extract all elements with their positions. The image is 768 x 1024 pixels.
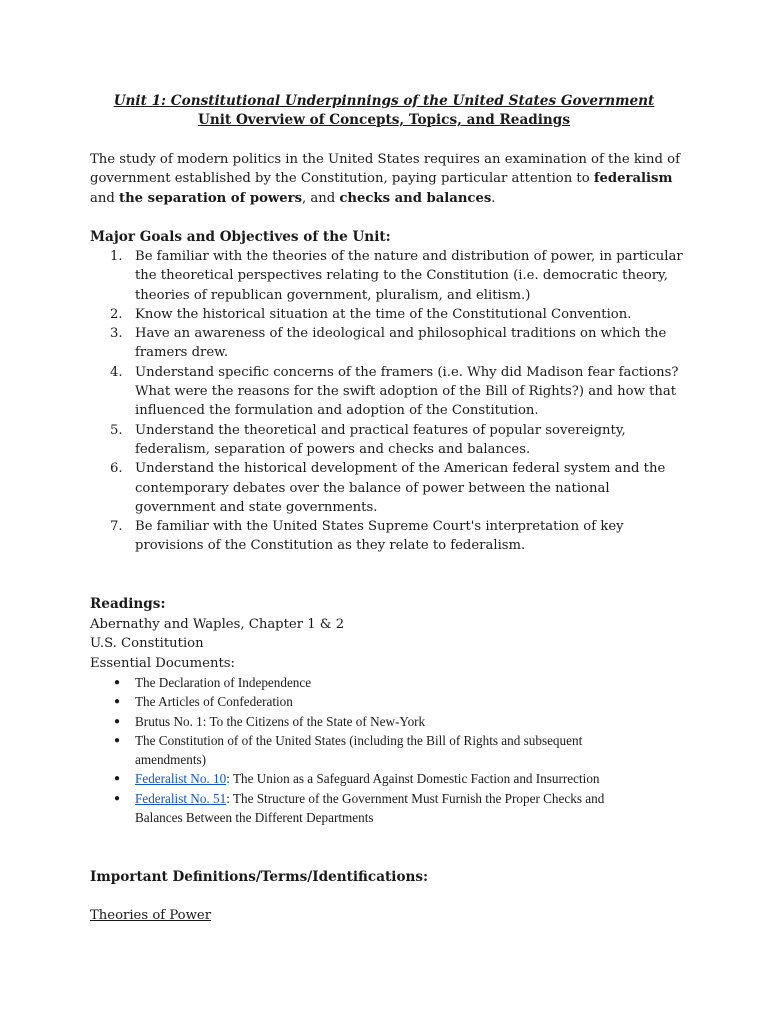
goal-item — [90, 517, 690, 556]
goal-number: 4. — [110, 364, 123, 380]
document-item — [90, 769, 650, 788]
document-item — [90, 673, 650, 692]
goals-list — [90, 247, 690, 556]
document-title — [0, 92, 768, 130]
goal-number: 1. — [110, 249, 123, 264]
unit-subtitle: Unit Overview of Concepts, Topics, and Readings — [198, 112, 570, 128]
goal-text: Be familiar with the United States Supreme Court's interpretation of key provisions of the Constitution as they relate to federalism. — [135, 519, 624, 554]
intro-text: and — [90, 190, 119, 206]
goals-heading: Major Goals and Objectives of the Unit: — [90, 229, 391, 245]
bullet-icon: ● — [114, 696, 121, 708]
goal-item — [90, 363, 690, 421]
intro-bold-federalism: federalism — [593, 171, 673, 187]
goal-text: Understand the historical development of the American federal system and the contemporary debates over the balance of power between the national government and state governments. — [135, 461, 666, 515]
goal-text: Know the historical situation at the time of the Constitutional Convention. — [135, 306, 632, 322]
bullet-icon: ● — [114, 677, 121, 688]
document-item — [90, 712, 650, 731]
readings-text — [90, 615, 344, 673]
goal-item — [90, 324, 690, 363]
goal-number: 7. — [110, 519, 123, 535]
intro-bold-checks: checks and balances — [339, 190, 492, 206]
goal-text: Understand specific concerns of the framers (i.e. Why did Madison fear factions? What were the reasons for the swift adoption of the Bill of Rights?) and how that influenced the formulation and adoption of the Constitution. — [135, 364, 679, 419]
document-text: The Declaration of Independence — [135, 675, 312, 690]
intro-paragraph — [90, 150, 690, 208]
intro-text: . — [491, 190, 496, 206]
goal-text: Have an awareness of the ideological and philosophical traditions on which the framers drew. — [135, 326, 667, 361]
document-item — [90, 692, 650, 711]
bullet-icon: ● — [114, 792, 121, 804]
bullet-icon: ● — [114, 773, 121, 785]
theories-of-power-heading: Theories of Power — [90, 908, 212, 923]
reading-line: Abernathy and Waples, Chapter 1 & 2 — [90, 617, 345, 632]
definitions-heading: Important Definitions/Terms/Identifications: — [90, 869, 429, 885]
goal-number: 2. — [110, 306, 123, 322]
document-text: : The Structure of the Government Must Furnish the Proper Checks and Balances Between the Different Departments — [135, 790, 605, 826]
intro-bold-separation: the separation of powers — [119, 190, 303, 206]
goal-item — [90, 305, 690, 324]
goal-text: Be familiar with the theories of the nature and distribution of power, in particular the theoretical perspectives relating to the Constitution (i.e. democratic theory, theories of republican government, pluralism, and elitism.) — [135, 249, 683, 303]
reading-line: Essential Documents: — [90, 655, 235, 671]
document-item — [90, 789, 650, 828]
federalist-51-link[interactable]: Federalist No. 51 — [135, 790, 227, 806]
goal-text: Understand the theoretical and practical features of popular sovereignty, federalism, separation of powers and checks and balances. — [135, 422, 626, 457]
reading-line: U.S. Constitution — [90, 636, 204, 652]
goal-number: 3. — [110, 326, 123, 342]
unit-title: Unit 1: Constitutional Underpinnings of the United States Government — [113, 93, 655, 109]
document-text: Brutus No. 1: To the Citizens of the State of New-York — [135, 713, 426, 729]
document-item — [90, 731, 650, 770]
essential-documents-list — [90, 673, 650, 827]
goal-number: 5. — [110, 422, 123, 438]
readings-heading: Readings: — [90, 596, 166, 612]
intro-text: The study of modern politics in the United States requires an examination of the kind of government established by the Constitution, paying particular attention to — [90, 152, 680, 187]
document-text: : The Union as a Safeguard Against Domestic Faction and Insurrection — [226, 771, 600, 787]
document-text: The Articles of Confederation — [135, 694, 293, 710]
document-text: The Constitution of of the United States (including the Bill of Rights and subsequent amendments) — [135, 732, 583, 768]
goal-item — [90, 459, 690, 517]
bullet-icon: ● — [114, 715, 121, 727]
goal-item — [90, 247, 690, 305]
goal-item — [90, 421, 690, 460]
federalist-10-link[interactable]: Federalist No. 10 — [135, 771, 227, 787]
bullet-icon: ● — [114, 734, 121, 746]
goal-number: 6. — [110, 461, 123, 477]
intro-text: , and — [302, 190, 340, 206]
